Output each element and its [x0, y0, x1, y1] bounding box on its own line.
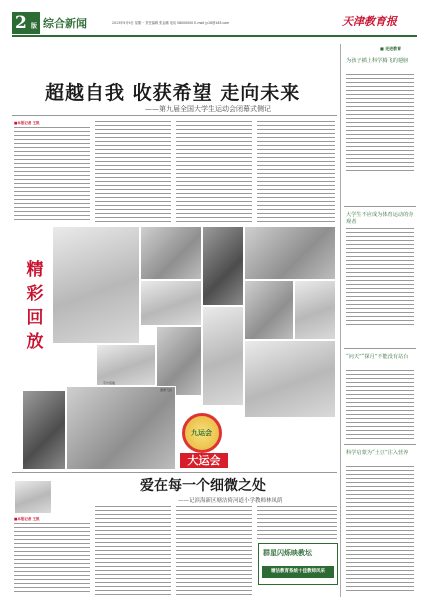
main-article-body-col1: [14, 127, 90, 222]
banner-char: 精: [26, 260, 44, 280]
teacher-portrait: [14, 480, 52, 514]
section-title: 综合新闻: [43, 17, 87, 30]
photo-caption: 激情飞扬: [160, 388, 173, 392]
page-number-badge: [12, 12, 40, 34]
right-column-body: [346, 466, 414, 594]
swimmer-photo: [140, 280, 202, 326]
photo-caption: 平沙落雁: [103, 381, 116, 385]
masthead-logo: 天津教育报: [342, 15, 397, 28]
dateline: 2013年9月9日 星期一 责任编辑 张金鹏 电话 58000000 E-mail jy16@163.com: [112, 21, 230, 25]
volunteers-truck-photo: [66, 386, 176, 470]
emblem-icon: [182, 413, 222, 453]
logo-sticker: 大运会: [180, 453, 228, 468]
divider: [12, 472, 337, 473]
second-article-body-col4: [257, 506, 337, 540]
divider: [344, 444, 416, 445]
banner-title: 群星闪烁映教坛: [263, 548, 312, 557]
main-byline: ■本报记者 王凯: [14, 121, 40, 125]
divider: [344, 348, 416, 349]
volunteer-photo: [22, 390, 66, 470]
hostess-photo: [202, 306, 244, 406]
universiade-logo: [182, 413, 238, 469]
volleyball-photo: [52, 226, 140, 344]
right-column-title: 为孩子插上科学腾飞的翅膀: [346, 58, 409, 64]
second-article-body-col3: [176, 506, 252, 595]
tennis-photo: [244, 340, 336, 418]
second-headline: 爱在每一个细微之处: [140, 478, 266, 494]
right-column-body: [346, 370, 414, 440]
main-subheadline: ——第九届全国大学生运动会闭幕式侧记: [145, 105, 271, 113]
divider: [344, 206, 416, 207]
athletes-photo: [244, 280, 294, 340]
page-number-suffix: 版: [31, 23, 38, 30]
main-article-body-col3: [176, 121, 252, 222]
emblem-text: 九运会: [191, 428, 212, 437]
right-column-title: 科学启蒙为“土豆”注入营养: [346, 450, 409, 456]
banner-char: 彩: [26, 284, 44, 304]
hurdles-photo: [96, 344, 156, 386]
right-column-title: “问天”“探月”不能没有站台: [346, 354, 409, 360]
gymnast-photo: [202, 226, 244, 306]
banner-char: 放: [26, 332, 44, 352]
page-header: [12, 12, 417, 34]
banner-subtitle: 塘沽教育系统十佳教师风采: [262, 566, 334, 578]
header-rule: [12, 35, 417, 37]
teacher-series-banner: [258, 543, 338, 585]
second-article-body-col1: [14, 523, 90, 595]
track-runner-photo: [140, 226, 202, 280]
right-column-body: [346, 74, 414, 174]
right-column-title: 大学生不应成为体育运动的旁观者: [346, 212, 414, 225]
main-article-body-col4: [257, 121, 335, 222]
main-headline: 超越自我 收获希望 走向未来: [45, 82, 301, 104]
divider: [12, 115, 337, 116]
page-number: 2: [15, 13, 27, 33]
banner-char: 回: [26, 308, 44, 328]
relay-photo: [294, 280, 336, 340]
main-article-body-col2: [95, 121, 171, 222]
second-article-body-col2: [95, 506, 171, 595]
right-column-label: ■ 走进教育: [380, 46, 402, 51]
right-column-body: [346, 228, 414, 328]
runners-photo: [244, 226, 336, 280]
second-subheadline: ——记滨海新区塘沽倚河道小学教师林凤荫: [178, 498, 283, 504]
second-byline: ■本报记者 王凯: [14, 517, 40, 521]
vertical-banner: [24, 258, 46, 354]
